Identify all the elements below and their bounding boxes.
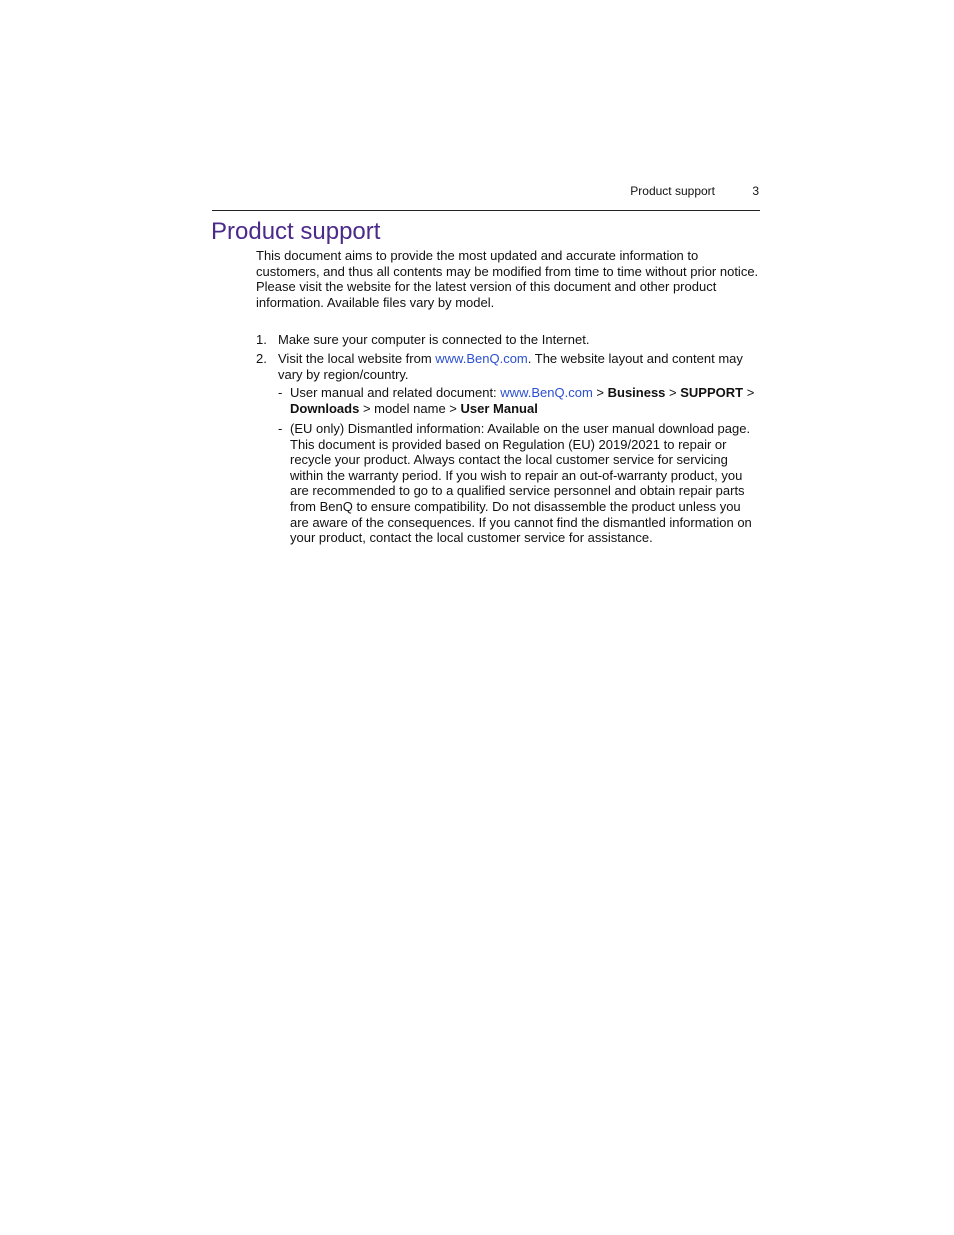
path-model-name: > model name >	[359, 400, 461, 416]
step-item	[256, 351, 762, 546]
header-section-name: Product support	[630, 184, 715, 198]
step-text-after: . The website layout and content may vary by region/country.	[278, 351, 743, 382]
step-number: 1.	[256, 332, 267, 347]
page-title: Product support	[211, 218, 381, 245]
header-divider	[212, 210, 760, 211]
benq-website-link[interactable]: www.BenQ.com	[435, 351, 528, 367]
page-header	[212, 184, 760, 200]
list-dash: -	[278, 385, 283, 401]
manual-prefix: User manual and related document:	[290, 385, 501, 401]
dismantled-info-text: (EU only) Dismantled information: Available on the user manual download page. This document is provided based on Regulation (EU) 2019/2021 to repair or recycle your product. Always contact the local customer service for servicing within the warranty period. If you wish to repair an out-of-warranty product, you are recommended to go to a qualified service personnel and obtain repair parts from BenQ to ensure compatibility. Do not disassemble the product unless you are aware of the consequences. If you cannot find the dismantled information on your product, contact the local customer service for assistance.	[290, 420, 752, 546]
path-separator: >	[743, 385, 755, 401]
benq-website-link[interactable]: www.BenQ.com	[500, 385, 593, 401]
step-sublist	[278, 385, 762, 545]
path-support: SUPPORT	[680, 385, 744, 401]
page-number: 3	[752, 184, 759, 198]
step-text: Make sure your computer is connected to the Internet.	[278, 332, 590, 347]
path-user-manual: User Manual	[460, 400, 538, 416]
step-number: 2.	[256, 351, 267, 367]
step-item	[256, 332, 762, 348]
step-text-before: Visit the local website from	[278, 351, 436, 367]
sublist-item-dismantled-info	[278, 421, 762, 546]
intro-paragraph: This document aims to provide the most updated and accurate information to customers, and thus all contents may be modified from time to time without prior notice. Please visit the website for the latest version of this document and other product information. Available files vary by model.	[256, 248, 759, 310]
path-separator: >	[665, 385, 681, 401]
sublist-item-user-manual	[278, 385, 762, 416]
path-separator: >	[592, 385, 608, 401]
steps-list	[256, 332, 762, 550]
path-business: Business	[607, 385, 666, 401]
list-dash: -	[278, 420, 283, 436]
path-downloads: Downloads	[290, 400, 360, 416]
